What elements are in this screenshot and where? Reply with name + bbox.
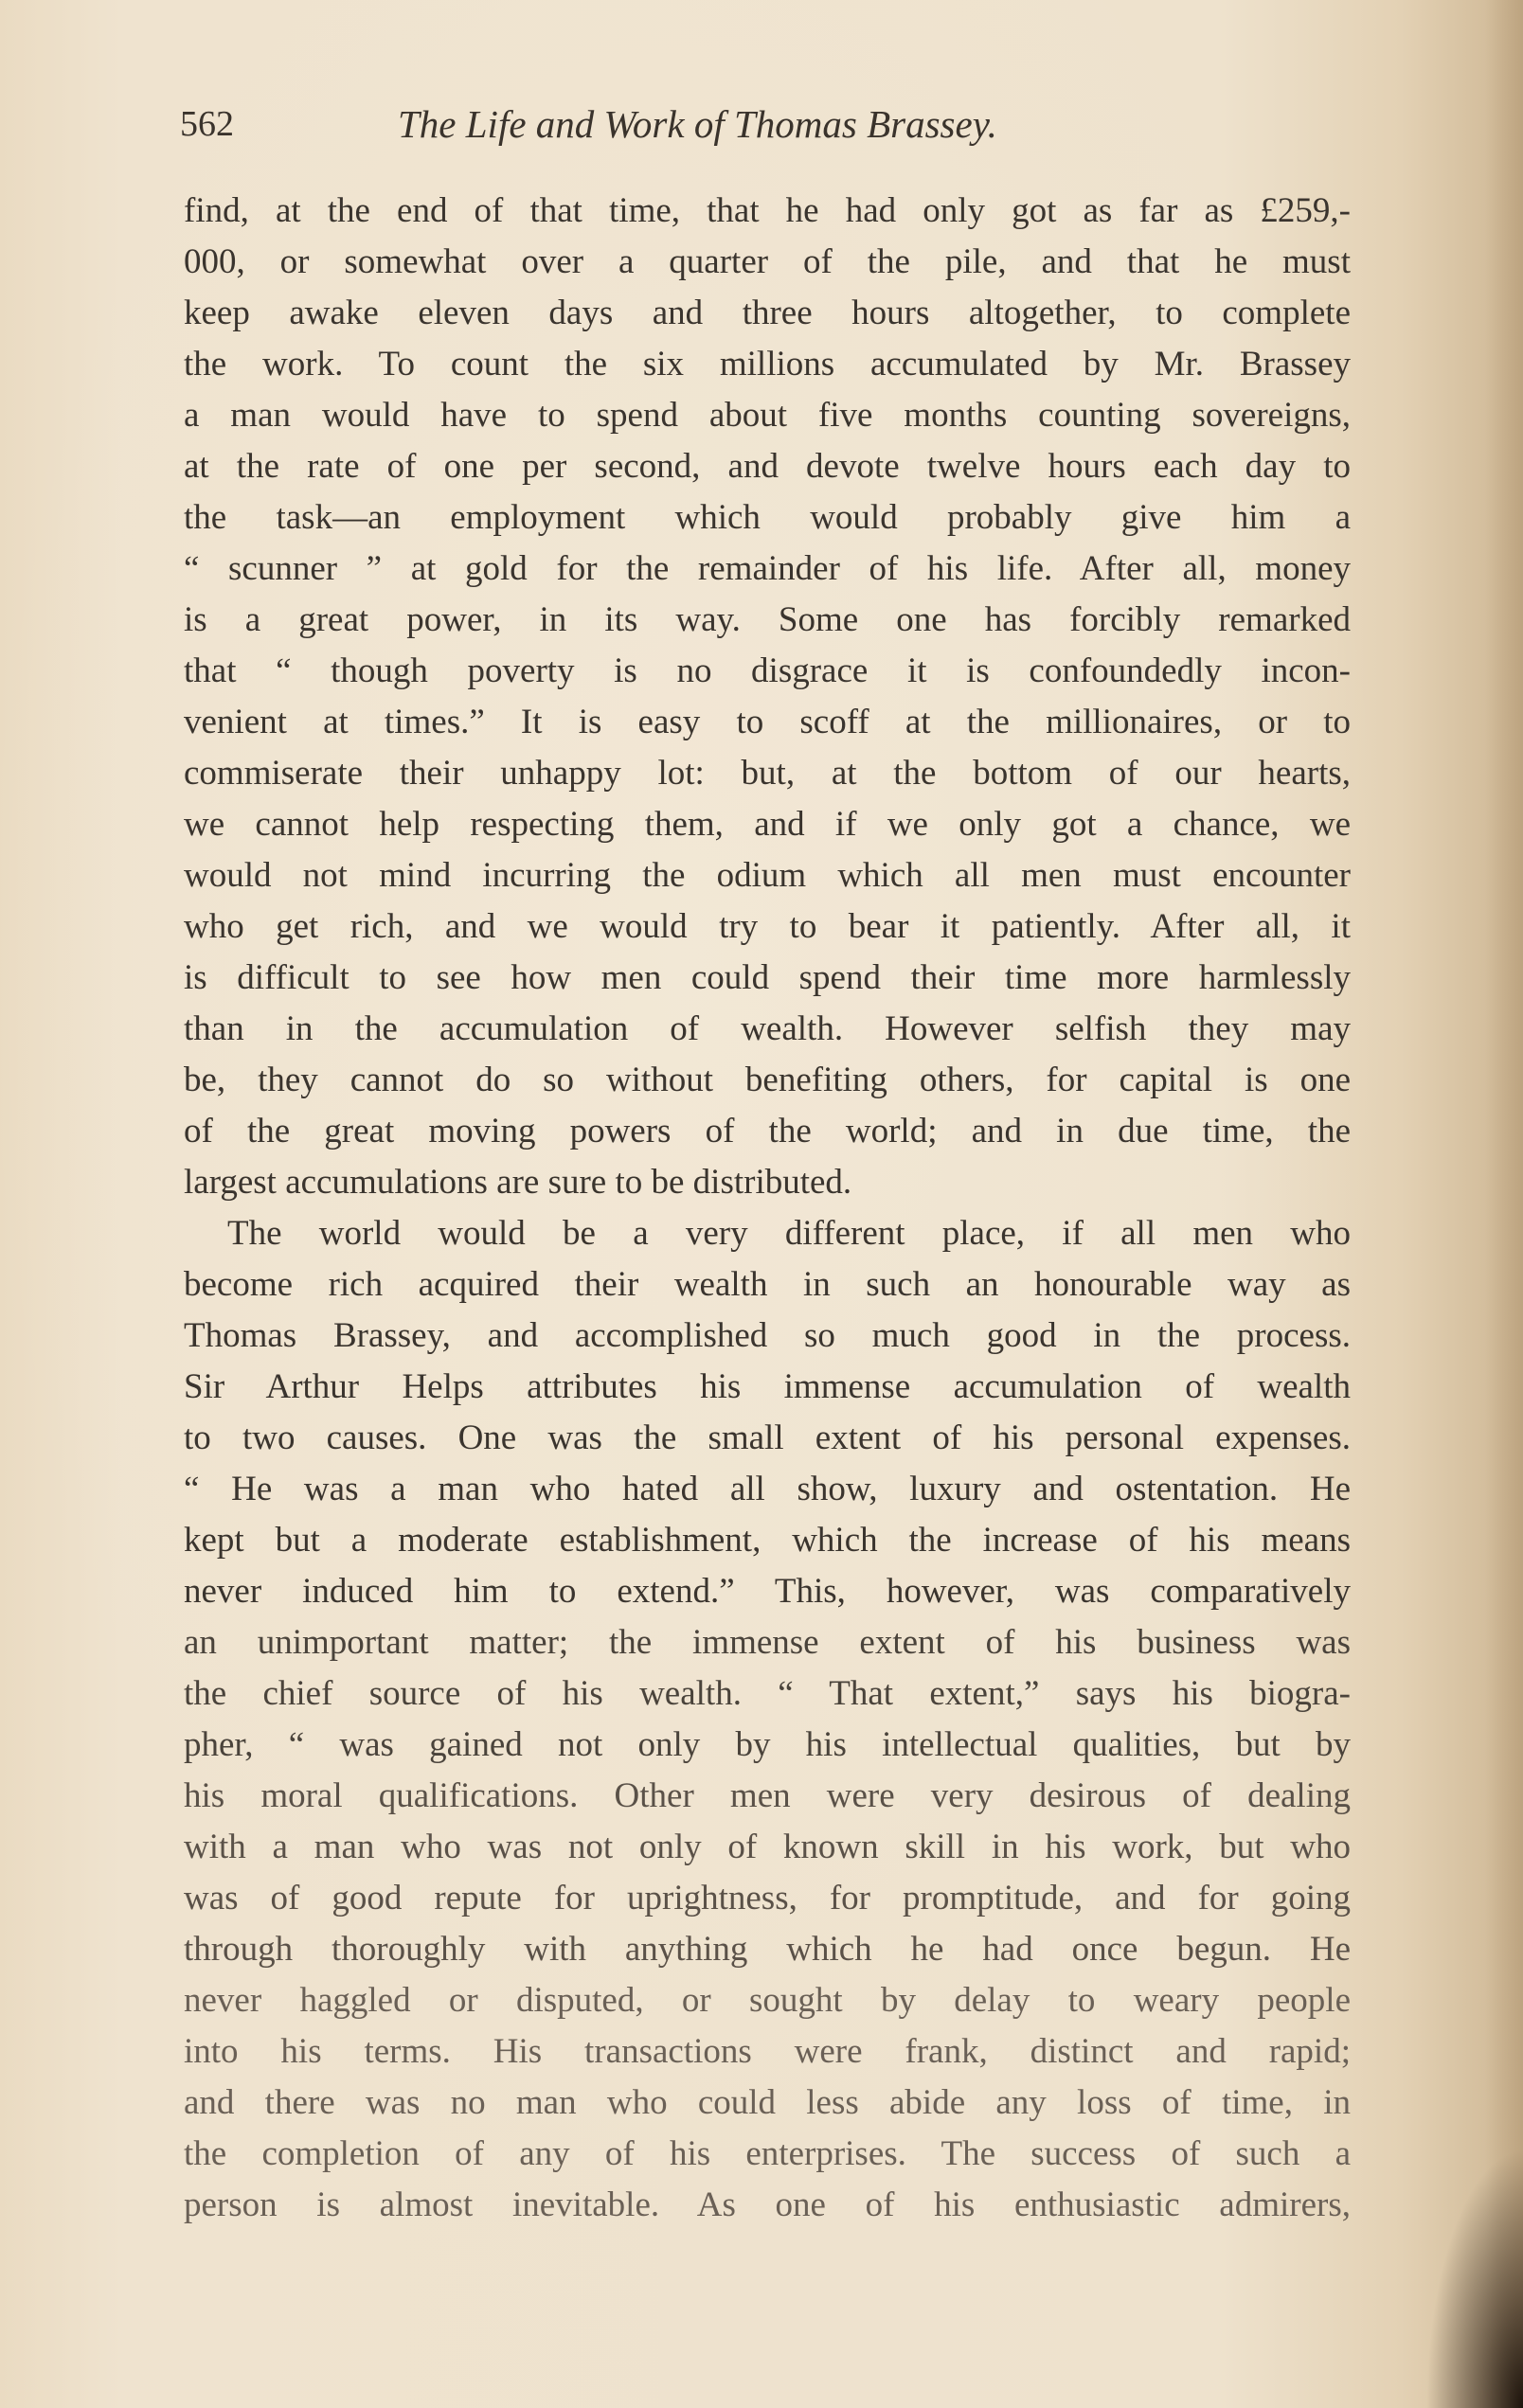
text-line: a man would have to spend about five months counting sovereigns, [184,396,1351,435]
text-line: the chief source of his wealth. “ That extent,” says his biogra- [184,1674,1351,1713]
text-line: who get rich, and we would try to bear it patiently. After all, it [184,907,1351,946]
text-line: his moral qualifications. Other men were very desirous of dealing [184,1776,1351,1815]
text-line: the completion of any of his enterprises. The success of such a [184,2134,1351,2173]
text-line: 000, or somewhat over a quarter of the pile, and that he must [184,242,1351,281]
text-line: “ scunner ” at gold for the remainder of his life. After all, money [184,549,1351,588]
text-line: an unimportant matter; the immense extent of his business was [184,1623,1351,1662]
text-line: to two causes. One was the small extent of his personal expenses. [184,1418,1351,1457]
text-line: Sir Arthur Helps attributes his immense accumulation of wealth [184,1367,1351,1406]
text-line: “ He was a man who hated all show, luxury and ostentation. He [184,1470,1351,1508]
text-line: kept but a moderate establishment, which the increase of his means [184,1521,1351,1560]
text-line: into his terms. His transactions were frank, distinct and rapid; [184,2032,1351,2071]
text-line: and there was no man who could less abide any loss of time, in [184,2083,1351,2122]
text-line: largest accumulations are sure to be distributed. [184,1163,852,1202]
text-line: is difficult to see how men could spend their time more harmlessly [184,958,1351,997]
text-line: be, they cannot do so without benefiting others, for capital is one [184,1061,1351,1099]
text-line: than in the accumulation of wealth. However selfish they may [184,1009,1351,1048]
text-line: is a great power, in its way. Some one has forcibly remarked [184,600,1351,639]
page-edge-shading [1485,0,1523,2408]
text-line: with a man who was not only of known skill in his work, but who [184,1828,1351,1866]
text-line: was of good repute for uprightness, for promptitude, and for going [184,1879,1351,1917]
text-line: commiserate their unhappy lot: but, at the bottom of our hearts, [184,754,1351,793]
text-line: the work. To count the six millions accumulated by Mr. Brassey [184,345,1351,383]
page-header [180,98,1354,154]
paragraph-1 [184,186,1351,1208]
text-line: find, at the end of that time, that he had only got as far as £259,- [184,191,1351,230]
text-line: we cannot help respecting them, and if we only got a chance, we [184,805,1351,844]
text-line: keep awake eleven days and three hours altogether, to complete [184,294,1351,332]
page-number: 562 [180,104,234,144]
text-line: the task—an employment which would probably give him a [184,498,1351,537]
body-text [184,186,1351,2231]
text-line: venient at times.” It is easy to scoff at the millionaires, or to [184,703,1351,741]
text-line: through thoroughly with anything which he had once begun. He [184,1930,1351,1969]
text-line: would not mind incurring the odium which all men must encounter [184,856,1351,895]
text-line: never haggled or disputed, or sought by delay to weary people [184,1981,1351,2020]
paragraph-2 [184,1208,1351,2231]
text-line: become rich acquired their wealth in such an honourable way as [184,1265,1351,1304]
text-line: never induced him to extend.” This, however, was comparatively [184,1572,1351,1611]
text-line: of the great moving powers of the world; and in due time, the [184,1112,1351,1150]
running-title: The Life and Work of Thomas Brassey. [398,102,997,146]
page-corner-shadow [1409,2105,1523,2408]
text-line: that “ though poverty is no disgrace it is confoundedly incon- [184,651,1351,690]
text-line: person is almost inevitable. As one of his enthusiastic admirers, [184,2185,1351,2224]
text-line: Thomas Brassey, and accomplished so much good in the process. [184,1316,1351,1355]
text-line: at the rate of one per second, and devote twelve hours each day to [184,447,1351,486]
text-line: pher, “ was gained not only by his intellectual qualities, but by [184,1725,1351,1764]
text-line: The world would be a very different place, if all men who [227,1214,1351,1253]
